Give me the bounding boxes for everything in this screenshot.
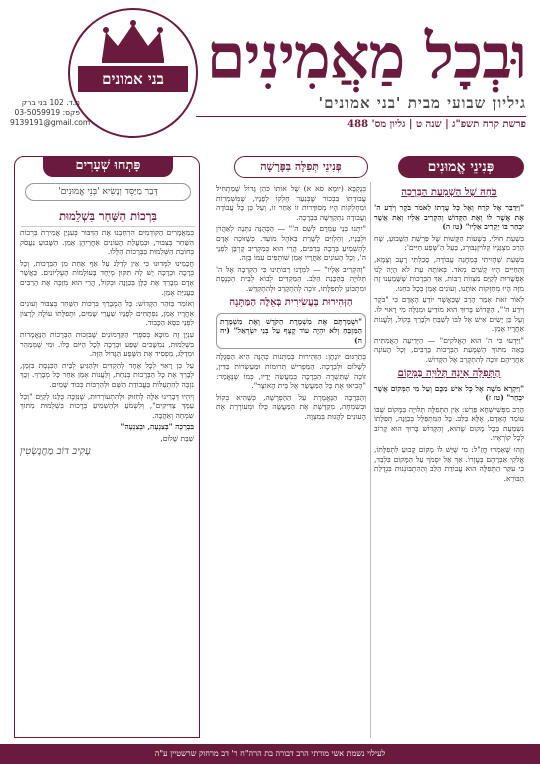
quote: "וַיִּדַּבֵּר אֶל קֹרַח וְאֶל כָּל עֲדָתוֹ לֵאמֹר בֹּקֶר וְיֹדַע ה' אֶת אֲשֶׁר לוֹ וְאֶת הַקָּדוֹשׁ וְהִקְרִיב אֵלָיו וְאֵת אֲשֶׁר יִבְחַר בּוֹ יַקְרִיב אֵלָיו" (טז ה) — [374, 203, 524, 232]
paragraph: עִנְיָן זֶה מוּבָא בְּסִפְרֵי הַקַּדְמוֹנִים שֶׁבִּזְכוּת הַבְּרָכוֹת הַנֶּאֱמָרוֹת בִּשְׁלֵמוּת, נִמְשָׁכִים שֶׁפַע וּבְרָכָה לְכָל הַיּוֹם כֻּלּוֹ. וּמִי שֶׁמְּמַהֵר וּמְדַלֵּג, מַפְסִיד אֶת הַשֶּׁפַע הַגָּדוֹל הַזֶּה. — [20, 329, 194, 359]
paragraph: "וְהִקְרִיב אֵלָיו" — לִמְּדָנוּ רַבּוֹתֵינוּ כִּי הַקִּרְבָה אֶל ה' תְּלוּיָה בְּהַכָּנַת הַלֵּב. הַמַּקְדִּים לְבוֹא לְבֵית הַכְּנֶסֶת וּמִתְכּוֹנֵן לִתְפִלָּתוֹ, זוֹכֶה לְהִתְקָרֵב וּלְהִתְקַדֵּשׁ. — [216, 264, 366, 293]
paragraph: עַל כֵּן רָאוּי לְכָל אֶחָד לְהַקְדִּים וּלְהַגִּיעַ לְבֵית הַכְּנֶסֶת בִּזְמַן, לְבָרֵךְ אֶת כָּל הַבְּרָכוֹת בְּנַחַת, וְלַעֲנוֹת אָמֵן אַחַר כָּל מְבָרֵךְ. וְכָךְ נִזְכֶּה לְהִתְעַלּוֹת בַּעֲבוֹדַת הַשֵּׁם וּלְהַרְבּוֹת כְּבוֹד שָׁמַיִם. — [20, 360, 194, 389]
quote-box — [216, 313, 366, 350]
closing: בִּבְרָכָה "בְּצִנְעָה, וּבְצִנְעָה" — [120, 422, 194, 432]
article-title: בִּרְכוֹת הַשַּׁחַר בִּשְׁלֵמוּת — [21, 209, 195, 227]
paragraph: בְּנֻקְבָּא (יוּמָא סא א) שֶׁל אוֹתוֹ כֹּהֵן גָּדוֹל שֶׁמַּתְחִיל עֲבוֹדָתוֹ בִּבְכוֹר שֶׁבְּנַעַר חֶלְקוֹ לְפָנָיו, שֶׁמִּשְׁמְרוֹת וּמַחְלְקוֹת הָיוּ מְסוּדָּרוֹת זוֹ אַחַר זוֹ, וְעַל כֵּן כָּל עֲבוֹדָה וַעֲבוֹדָה נִתְקַדְּשָׁה בִּבְרָכָה. — [216, 184, 366, 222]
quote: "וּשְׁמַרְתֶּם אֶת מִשְׁמֶרֶת הַקֹּדֶשׁ וְאֶת מִשְׁמֶרֶת הַמִּזְבֵּחַ וְלֹא יִהְיֶה עוֹד קֶצֶף עַל בְּנֵי יִשְׂרָאֵל" (יח ה) — [220, 316, 362, 345]
paragraph: לְאוֹר זֹאת אָמַר הָרַב שֶׁכַּאֲשֶׁר יוֹדֵעַ הָאָדָם כִּי "בֹּקֶר וְיֹדַע ה'", הַקָּדוֹשׁ בָּרוּךְ הוּא מוֹדִיעַ וּמְגַלֶּה מִי רָאוּי לוֹ. וְעַל כֵּן יָשִׂים אִישׁ אֶל לִבּוֹ לְשַׁבֵּחַ וּלְבָרֵךְ בְּקוֹל, וְלַעֲנוֹת אַחֲרָיו אָמֵן. — [374, 295, 524, 334]
column-divider — [370, 182, 371, 738]
article-title: כֹּחָהּ שֶׁל הַשְׁמָעַת הַבְּרָכָה — [401, 187, 497, 198]
paragraph: "וַיֵּדְעוּ כִּי ה' הוּא הָאֱלֹקִים" — הַיְּדִיעָה הָאֲמִתִּית בָּאָה מִתּוֹךְ הַשְׁמָעַת הַבְּרָכוֹת בָּרַבִּים, וְכָל הָעוֹנֶה אַחֲרֵיהֶם זוֹכֶה לְהִתְקָרֵב אֶל הַקָּדוֹשׁ. — [374, 335, 524, 364]
crown-icon — [96, 20, 170, 64]
article-title: הַתְּפִלָּה אֵינָהּ תְּלוּיָה בַּמָּקוֹם — [397, 367, 501, 379]
section-header-right: פְּנִינֵי אֱמוּנִים — [398, 156, 524, 178]
paragraph: וְהַבְּרָכָה הַנֶּאֱמֶרֶת עַל הַהַפְרָשָׁה, כְּשֶׁהִיא בְּקוֹל וּבְשִׂמְחָה, מְקַדֶּשֶׁת אֶת הַמַּעֲשֶׂה כֻּלּוֹ וּמְעוֹרֶרֶת אֶת הָעוֹנִים לַהֲגוּת בְּמִצְוָה. — [216, 392, 366, 421]
contact-phone: פקס: 03-5059919 — [14, 108, 80, 117]
header — [0, 0, 540, 146]
masthead — [186, 20, 526, 93]
middle-column — [216, 184, 366, 740]
paragraph: וְאוֹמֵר בַּזֹּהַר הַקָּדוֹשׁ: כָּל הַמְבָרֵךְ בִּרְכוֹת הַשַּׁחַר בְּצִבּוּר וְעוֹנִים אַחֲרָיו אָמֵן, נִפְתָּחִים לְפָנָיו שַׁעֲרֵי שָׁמַיִם, וּתְפִלָּתוֹ עוֹלָה לְרָצוֹן לִפְנֵי כִּסֵּא הַכָּבוֹד. — [20, 299, 194, 328]
edition-info: פרשת קרח תשפ"ג | שנה ט | גליון מס' 488 — [196, 116, 526, 134]
article-title: הַזְּהִירוּת בְּעֲשִׂירִית בְּאֵלֶּה הַמַּתָּנָה — [229, 296, 353, 308]
paragraph: וְזֶהוּ שֶׁאָמְרוּ חֲזַ"ל: מִי שֶׁיֵּשׁ לוֹ מָקוֹם קָבוּעַ לִתְפִלָּתוֹ, אֱלֹקֵי אַבְרָהָם בְּעֶזְרוֹ. אַךְ אַל יִסְמֹךְ עַל הַמָּקוֹם בִּלְבַד, כִּי עִקַּר הַתְּפִלָּה הוּא עֲבוֹדַת הַלֵּב וְהַהִתְבּוֹנְנוּת בִּגְדֻלַּת הַבּוֹרֵא. — [374, 445, 524, 483]
paragraph: בִּשְׁעַת שֶׁהָיִיתִי בְּמַחֲנֵה עֲבוֹדָה, סָבַלְתִּי רָעָב וְצָמָא, וְהַחַיִּים הָיוּ קָשִׁים מְאֹד. בְּאוֹתָהּ עֵת לֹא הָיָה לָנוּ אֶפְשָׁרוּת לְקַיֵּם מִצְווֹת רַבּוֹת, אַךְ הַבְּרָכוֹת שֶׁשָּׁמַעְנוּ זֶה מִזֶּה הָיוּ מְחַזְּקוֹת אוֹתָנוּ, וְעוֹנִים אָמֵן בְּכָל כֹּחֵנוּ. — [374, 254, 524, 293]
paragraph: הָרַב מִפְּשִׁישְׁחָא פֵּרֵשׁ: אֵין הַתְּפִלָּה תְּלוּיָה בַּמָּקוֹם שֶׁבּוֹ עוֹמֵד הָאָדָם, אֶלָּא בַּלֵּב. כָּל הַמִּתְפַּלֵּל בְּכַוָּנָה, תְּפִלָּתוֹ נִשְׁמַעַת בְּכָל מָקוֹם שֶׁהוּא, וְהַקָּדוֹשׁ בָּרוּךְ הוּא קָרוֹב לְכָל קוֹרְאָיו. — [374, 404, 524, 443]
contact-email: 9139191@gmail.com — [10, 118, 91, 127]
section-header-left: פָּתְחוּ שְׁעָרִים — [43, 156, 173, 177]
contact-info — [10, 98, 91, 128]
paragraph: "יִתְּנוּ בְּנֵי עַמְרָם לְשֵׁם ה'" — הַכְּהֻנָּה נִתְּנָה לְאַהֲרֹן וּלְבָנָיו, וְהַלְוִיִּם לְשָׁרֵת בַּאֹהֶל מוֹעֵד. כְּשֶׁזּוֹכֶה אָדָם לְהַשְׁמִיעַ בְּרָכָה בְּרַבִּים, הֲרֵי הוּא כְּמַקְרִיב קָרְבָּן לִפְנֵי ה', וְכָל הָעוֹנִים אַחֲרָיו אָמֵן שׁוֹתְפִים עִמּוֹ בְּזֶה. — [216, 224, 366, 263]
footer-dedication: לעילוי נשמת אשי מורתי הרב דבורה בת הרה"ח ר' דב מרחוק שרשטיין ע"ה — [0, 744, 540, 764]
masthead-title: וּבְכָל מַאֲמִינִים — [206, 20, 526, 93]
paragraph: בְּתַרְגּוּם יוֹנָתָן: הַזְּהִירוּת בְּמַתְּנוֹת כְּהֻנָּה הִיא הַסְּגֻלָּה לְשָׁלוֹם וּלְבְרָכָה. הַמַּפְרִישׁ תְּרוּמוֹת וּמַעַשְׂרוֹת כַּדִּין, זוֹכֶה שֶׁתִּשְׁרֶה הַבְּרָכָה בְּמַעֲשֵׂה יָדָיו, כְּמוֹ שֶׁנֶּאֱמַר: "הָבִיאוּ אֶת כָּל הַמַּעֲשֵׂר אֶל בֵּית הָאוֹצָר". — [216, 352, 366, 391]
contact-address: ת.ד. 102 בני ברק — [21, 98, 80, 107]
masthead-subtitle: גיליון שבועי מבית 'בני אמונים' — [318, 94, 526, 112]
section-header-middle: פְּנִינֵי תְּפִלָּה בַּפָּרָשָׁה — [234, 156, 368, 178]
paragraph: חֲכָמֵינוּ לִמְּדוּנוּ כִּי אֵין לְדַלֵּג עַל אַף אַחַת מִן הַבְּרָכוֹת, וְכָל בְּרָכָה וּבְרָכָה יֵשׁ לָהּ תִּקּוּן מְיֻחָד בָּעוֹלָמוֹת הָעֶלְיוֹנִים. כַּאֲשֶׁר אָדָם מְבָרֵךְ אֶת כֻּלָּן בְּכַוָּנָה וּבְקוֹל, הֲרֵי הוּא מְזַכֶּה אֶת הָרַבִּים בַּעֲנִיַּת אָמֵן. — [20, 258, 194, 297]
paragraph: וְיִהְיוּ דְּבָרֵינוּ אֵלֶּה לְחִזּוּק וּלְהִתְעוֹרְרוּת, שֶׁנִּזְכֶּה כֻּלָּנוּ לְקַיֵּם "וְכָל עַמֵּךְ צַדִּיקִים", וְלִשְׁמֹעַ וּלְהַשְׁמִיעַ בְּרָכוֹת בִּשְׁלֵמוּת מִתּוֹךְ שִׂמְחָה וְאַהֲבָה. — [20, 391, 194, 420]
paragraph: בִּשְׁעַת חוֹלִי, בְּשָׁעוֹת הַקָּשׁוֹת שֶׁל פַּרְשַׁת הַשָּׁבוּעַ, שָׁח הָרַב מִצְגַּנְיוֹ קְלוֹיזֶנְבּוּרְג, בַּעַל הַ'שֶּׁפַע חַיִּים': — [374, 233, 524, 253]
signature: עָקִיב דוֹב מַחֲנֶשְׂטִין — [20, 446, 91, 458]
byline: דְּבַר מַיַּסֵּד וְנָשִׂיא 'בְּנֵי אֱמוּנִים' — [25, 183, 191, 201]
blessing: שַׁבַּת שָׁלוֹם, — [160, 433, 194, 443]
left-column-text — [20, 228, 194, 734]
paragraph: בְּמַאֲמָרִים הַקּוֹדְמִים הִרְחַבְנוּ אֶת הַדִּבּוּר בְּעִנְיַן אֲמִירַת בִּרְכוֹת הַשַּׁחַר בְּצִבּוּר, וּבְמַעֲלַת הָעוֹנִים אַחֲרֵיהֶן אָמֵן. הַשָּׁבוּעַ נַעֲסֹק בְּחוֹבַת הַשְּׁלֵמוּת בַּבְּרָכוֹת הַלָּלוּ. — [20, 228, 194, 257]
quote: "וַיִּקְרָא מֹשֶׁה אֶל כָּל אִישׁ מִכֶּם וְעַל מִי הַמָּקוֹם אֲשֶׁר יִבְחַר" (טז ז) — [374, 383, 524, 403]
logo-text: בני אמונים — [78, 66, 188, 92]
right-column — [374, 184, 524, 740]
